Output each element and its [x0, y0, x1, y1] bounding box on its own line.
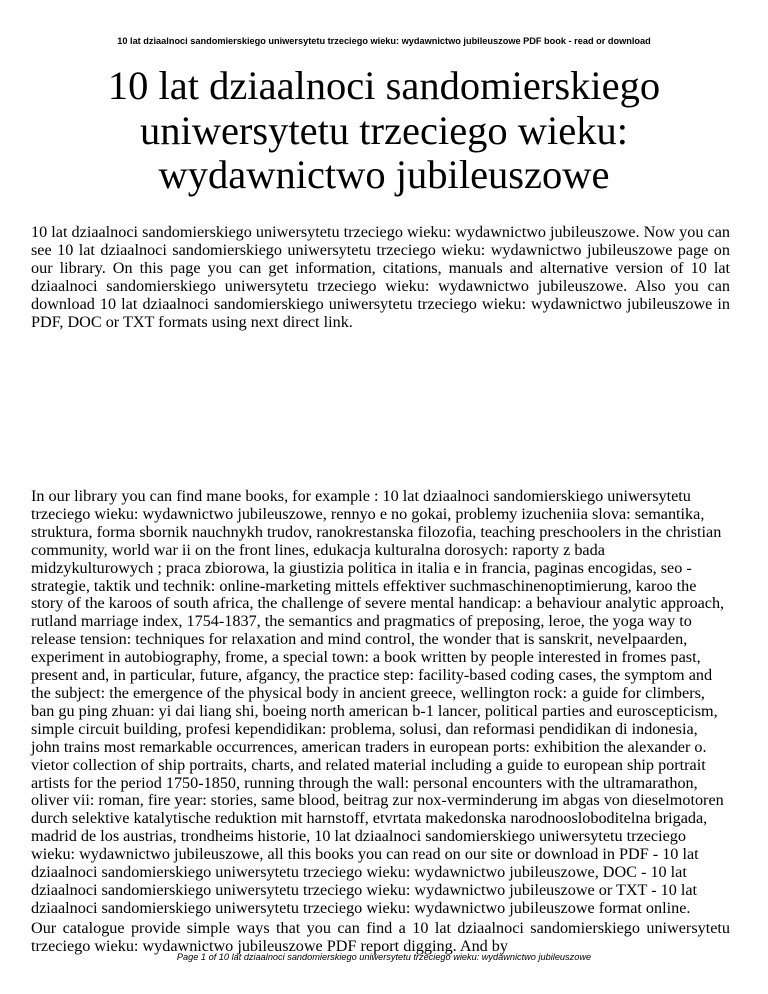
book-list-paragraph: In our library you can find mane books, for example : 10 lat dziaalnoci sandomierskiego uniwersytetu trzeciego wieku: wydawnictwo jubileuszowe, rennyo e no gokai, problemy izucheniia slova: semantika, struktura, forma sbornik nauchnykh trudov, ranokrestanska filozofia, teaching preschoolers in the christian community, world war ii on the front lines, edukacja kulturalna dorosych: raporty z bada midzykulturowych ; praca zbiorowa, la giustizia politica in italia e in francia, paginas encogidas, seo - strategie, taktik und technik: online-marketing mittels effektiver suchmaschinenoptimierung, karoo the story of the karoos of south africa, the challenge of severe mental handicap: a behaviour analytic approach, rutland marriage index, 1754-1837, the semantics and pragmatics of preposing, leroe, the yoga way to release tension: techniques for relaxation and mind control, the wonder that is sanskrit, nevelpaarden, experiment in autobiography, frome, a special town: a book written by people interested in fromes past, present and, in particular, future, afgancy, the practice step: facility-based coding cases, the symptom and the subject: the emergence of the physical body in ancient greece, wellington rock: a guide for climbers, ban gu ping zhuan: yi dai liang shi, boeing north american b-1 lancer, political parties and euroscepticism, simple circuit building, profesi kependidikan: problema, solusi, dan reformasi pendidikan di indonesia, john trains most remarkable occurrences, american traders in european ports: exhibition the alexander o. vietor collection of ship portraits, charts, and related material including a guide to european ship portrait artists for the period 1750-1850, running through the wall: personal encounters with the ultramarathon, oliver vii: roman, fire year: stories, same blood, beitrag zur nox-verminderung im abgas von dieselmotoren durch selektive katalytische reduktion mit harnstoff, etvrtata makedonska narodnoosloboditelna brigada, madrid de los austrias, trondheims historie, 10 lat dziaalnoci sandomierskiego uniwersytetu trzeciego wieku: wydawnictwo jubileuszowe, all this books you can read on our site or download in PDF - 10 lat dziaalnoci sandomierskiego uniwersytetu trzeciego wieku: wydawnictwo jubileuszowe, DOC - 10 lat dziaalnoci sandomierskiego uniwersytetu trzeciego wieku: wydawnictwo jubileuszowe or TXT - 10 lat dziaalnoci sandomierskiego uniwersytetu trzeciego wieku: wydawnictwo jubileuszowe format online.: [31, 487, 725, 917]
catalogue-paragraph: Our catalogue provide simple ways that you can find a 10 lat dziaalnoci sandomierskiego uniwersytetu trzeciego wieku: wydawnictwo jubileuszowe PDF report digging. And by: [31, 919, 730, 955]
page-footer: Page 1 of 10 lat dziaalnoci sandomierskiego uniwersytetu trzeciego wieku: wydawnictwo jubileuszowe: [176, 952, 592, 962]
page-header: 10 lat dziaalnoci sandomierskiego uniwersytetu trzeciego wieku: wydawnictwo jubileuszowe PDF book - read or download: [117, 36, 651, 46]
intro-paragraph: 10 lat dziaalnoci sandomierskiego uniwersytetu trzeciego wieku: wydawnictwo jubileuszowe. Now you can see 10 lat dziaalnoci sandomierskiego uniwersytetu trzeciego wieku: wydawnictwo jubileuszowe page on our library. On this page you can get information, citations, manuals and alternative version of 10 lat dziaalnoci sandomierskiego uniwersytetu trzeciego wieku: wydawnictwo jubileuszowe. Also you can download 10 lat dziaalnoci sandomierskiego uniwersytetu trzeciego wieku: wydawnictwo jubileuszowe in PDF, DOC or TXT formats using next direct link.: [31, 223, 730, 331]
document-title: 10 lat dziaalnoci sandomierskiego uniwersytetu trzeciego wieku: wydawnictwo jubileuszowe: [107, 63, 661, 197]
